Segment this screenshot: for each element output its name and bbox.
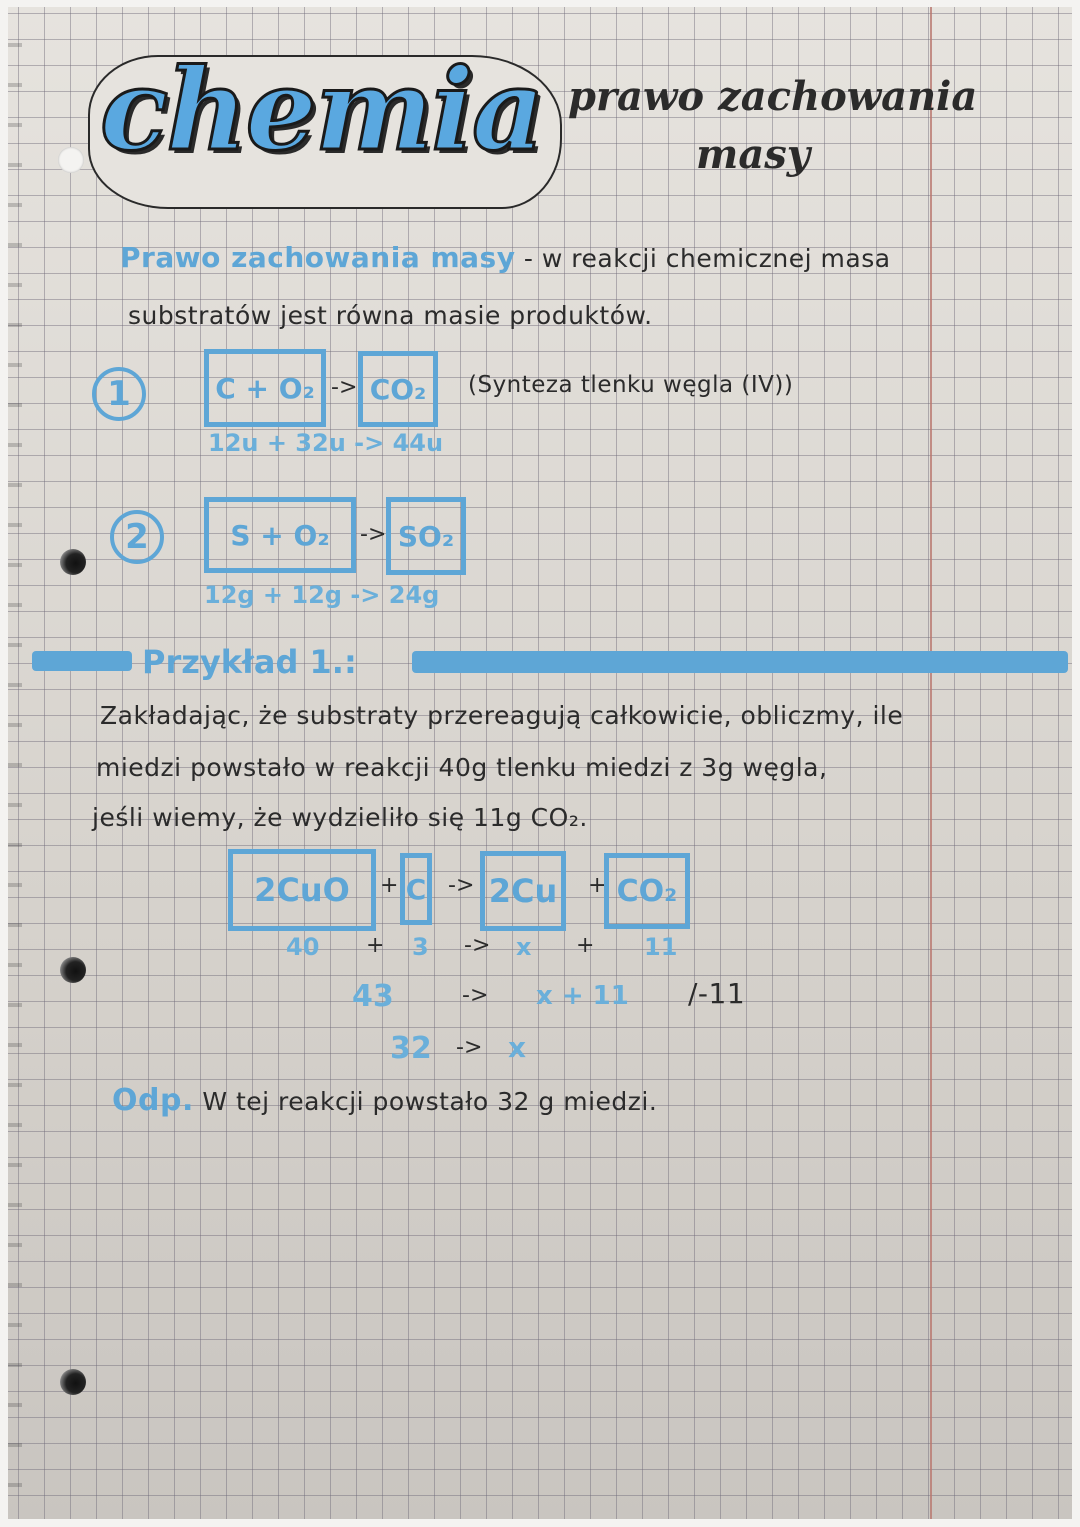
plus-sign: + bbox=[588, 873, 607, 898]
heading-band-right bbox=[412, 651, 1068, 673]
step1-left: 43 bbox=[352, 979, 394, 1014]
reaction-note-1: (Synteza tlenku węgla (IV)) bbox=[468, 372, 794, 398]
reactants-box-1: C + O₂ bbox=[204, 349, 326, 427]
plus-sign: + bbox=[380, 873, 399, 898]
reaction-arrow-2: -> bbox=[360, 522, 387, 547]
value-3: 3 bbox=[412, 933, 429, 961]
answer-text: W tej reakcji powstało 32 g miedzi. bbox=[202, 1087, 658, 1116]
term-box-c: C bbox=[400, 853, 432, 925]
punch-hole bbox=[58, 147, 84, 173]
masses-1: 12u + 32u -> 44u bbox=[208, 429, 444, 457]
definition-term: Prawo zachowania masy bbox=[120, 241, 516, 274]
plus-sign: + bbox=[576, 933, 595, 958]
punch-hole bbox=[60, 549, 86, 575]
page-title: chemia bbox=[100, 45, 543, 176]
plus-sign: + bbox=[366, 933, 385, 958]
reactants-box-2: S + O₂ bbox=[204, 497, 356, 573]
punch-hole bbox=[60, 1369, 86, 1395]
subtitle-line2: masy bbox=[696, 131, 811, 178]
przyklad-heading: Przykład 1.: bbox=[142, 643, 357, 681]
definition-line1 bbox=[120, 241, 891, 274]
heading-band-left bbox=[32, 651, 132, 671]
reaction-arrow-1: -> bbox=[331, 375, 358, 400]
problem-line2: miedzi powstało w reakcji 40g tlenku miedzi z 3g węgla, bbox=[96, 753, 828, 782]
problem-line3: jeśli wiemy, że wydzieliło się 11g CO₂. bbox=[92, 803, 588, 832]
masses-2: 12g + 12g -> 24g bbox=[204, 581, 440, 609]
definition-text: - w reakcji chemicznej masa bbox=[523, 244, 891, 273]
answer-label: Odp. bbox=[112, 1083, 194, 1118]
product-box-1: CO₂ bbox=[358, 351, 438, 427]
red-margin-line bbox=[930, 7, 932, 1519]
subtitle-line1: prawo zachowania bbox=[568, 73, 978, 120]
punch-hole bbox=[60, 957, 86, 983]
equation-arrow: -> bbox=[448, 873, 475, 898]
step1-operation: /-11 bbox=[688, 977, 746, 1010]
term-box-2cuo: 2CuO bbox=[228, 849, 376, 931]
step2-right: x bbox=[508, 1031, 527, 1064]
example-number-2: 2 bbox=[110, 510, 164, 564]
notebook-page bbox=[8, 7, 1072, 1519]
term-box-2cu: 2Cu bbox=[480, 851, 566, 931]
spiral-edge bbox=[8, 7, 22, 1519]
example-number-1: 1 bbox=[92, 367, 146, 421]
step1-right: x + 11 bbox=[536, 981, 629, 1011]
value-11: 11 bbox=[644, 933, 678, 961]
value-40: 40 bbox=[286, 933, 320, 961]
answer-line bbox=[112, 1083, 657, 1118]
step2-arrow: -> bbox=[456, 1035, 483, 1060]
values-arrow: -> bbox=[464, 933, 491, 958]
definition-line2: substratów jest równa masie produktów. bbox=[128, 301, 653, 330]
problem-line1: Zakładając, że substraty przereagują całkowicie, obliczmy, ile bbox=[100, 701, 904, 730]
product-box-2: SO₂ bbox=[386, 497, 466, 575]
value-x: x bbox=[516, 933, 532, 961]
term-box-co2: CO₂ bbox=[604, 853, 690, 929]
step2-left: 32 bbox=[390, 1031, 432, 1066]
step1-arrow: -> bbox=[462, 983, 489, 1008]
